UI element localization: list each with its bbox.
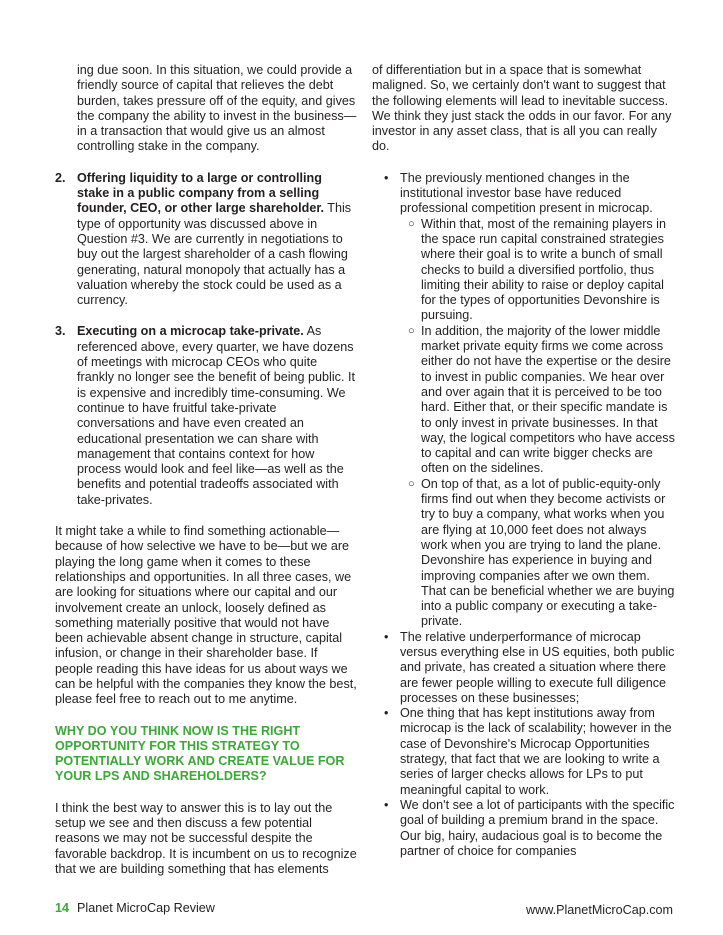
left-column [55, 63, 357, 877]
circle-bullet-icon: ○ [408, 217, 415, 230]
bullet-item [372, 798, 676, 859]
list-item-3 [55, 324, 357, 508]
sub-bullet-item [372, 324, 676, 477]
item1-continuation: ing due soon. In this situation, we could provide a friendly source of capital that relieves the debt burden, takes pressure off of the equity, and gives the company the ability to invest in the business—in a transaction that would give us an almost controlling stake in the company. [77, 63, 357, 154]
section-heading: WHY DO YOU THINK NOW IS THE RIGHT OPPORTUNITY FOR THIS STRATEGY TO POTENTIALLY WORK AND CREATE VALUE FOR YOUR LPS AND SHAREHOLDERS? [55, 723, 345, 784]
sub-bullet-text: On top of that, as a lot of public-equity-only firms find out when they become activists or try to buy a company, what works when you are flying at 10,000 feet does not always work when you are trying to land the plane. Devonshire has experience in buying and improving companies after we own them. That can be beneficial whether we are buying into a public company or executing a take-private. [421, 476, 675, 629]
bullet-text: The previously mentioned changes in the institutional investor base have reduced professional competition present in microcap. [400, 170, 653, 216]
bullet-icon: • [384, 706, 389, 721]
list-item-bold: Offering liquidity to a large or controlling stake in a public company from a selling founder, CEO, or other large shareholder. [77, 170, 325, 216]
bullet-icon: • [384, 797, 389, 812]
bullet-text: We don't see a lot of participants with the specific goal of building a premium brand in the space. Our big, hairy, audacious goal is to become the partner of choice for companies [400, 797, 675, 858]
list-item-2 [55, 171, 357, 309]
right-intro-paragraph: of differentiation but in a space that is somewhat maligned. So, we certainly don't want to suggest that the following elements will lead to inevitable success. We think they just stack the odds in our favor. For any investor in any asset class, that is all you can really do. [372, 63, 672, 154]
bullet-icon: • [384, 170, 389, 185]
bullet-text: One thing that has kept institutions away from microcap is the lack of scalability; however in the case of Devonshire's Microcap Opportunities strategy, that fact that we are looking to write a series of larger checks allows for LPs to put meaningful capital to work. [400, 706, 672, 797]
sub-bullet-text: Within that, most of the remaining players in the space run capital constrained strategies where their goal is to write a bunch of small checks to build a diversified portfolio, thus limiting their ability to raise or deploy capital for the types of opportunities Devonshire is pursuing. [421, 216, 666, 323]
sub-bullet-item [372, 217, 676, 324]
bullet-item [372, 706, 676, 798]
list-item-text: This type of opportunity was discussed above in Question #3. We are currently in negotiations to buy out the largest shareholder of a cash flowing generating, natural monopoly that actually has a valuation whereby the stock could be used as a currency. [77, 201, 352, 308]
bullet-icon: • [384, 629, 389, 644]
sub-bullet-text: In addition, the majority of the lower middle market private equity firms we come across either do not have the expertise or the desire to invest in public companies. We hear over and over again that it is perceived to be too hard. Either that, or their specific mandate is to only invest in private businesses. In that way, the logical competitors who have access to capital and can write bigger checks are often on the sidelines. [421, 323, 675, 476]
footer-publication [55, 901, 215, 915]
bullet-item [372, 171, 676, 217]
body-paragraph: It might take a while to find something actionable—because of how selective we have to be—but we are playing the long game when it comes to these relationships and opportunities. In all three cases, we are looking for situations where our capital and our involvement create an unlock, loosely defined as something materially positive that would not have been achievable absent change in structure, capital infusion, or change in their shareholder base. If people reading this have ideas for us about ways we can be helpful with the companies they know the best, please feel free to reach out to me anytime. [55, 524, 357, 707]
footer-url: www.PlanetMicroCap.com [526, 903, 673, 917]
circle-bullet-icon: ○ [408, 324, 415, 337]
sub-bullet-item [372, 477, 676, 630]
publication-title: Planet MicroCap Review [77, 901, 215, 915]
circle-bullet-icon: ○ [408, 477, 415, 490]
list-item-text: As referenced above, every quarter, we have dozens of meetings with microcap CEOs who quite frankly no longer see the benefit of being public. It is expensive and incredibly time-consuming. We continue to have fruitful take-private conversations and have even created an educational presentation we can share with management that contains context for how process would look and feel like—as well as the benefits and potential tradeoffs associated with take-privates. [77, 324, 355, 507]
page-number: 14 [55, 901, 70, 915]
list-number: 2. [55, 170, 66, 185]
list-number: 3. [55, 324, 66, 339]
bullet-item [372, 630, 676, 706]
answer-paragraph: I think the best way to answer this is to lay out the setup we see and then discuss a few potential reasons we may not be successful despite the favorable backdrop. It is incumbent on us to recognize that we are building something that has elements [55, 800, 357, 876]
list-item-bold: Executing on a microcap take-private. [77, 324, 304, 339]
bullet-text: The relative underperformance of microcap versus everything else in US equities, both public and private, has created a situation where there are fewer people willing to execute full diligence processes on these businesses; [400, 629, 675, 705]
right-column [372, 63, 676, 859]
